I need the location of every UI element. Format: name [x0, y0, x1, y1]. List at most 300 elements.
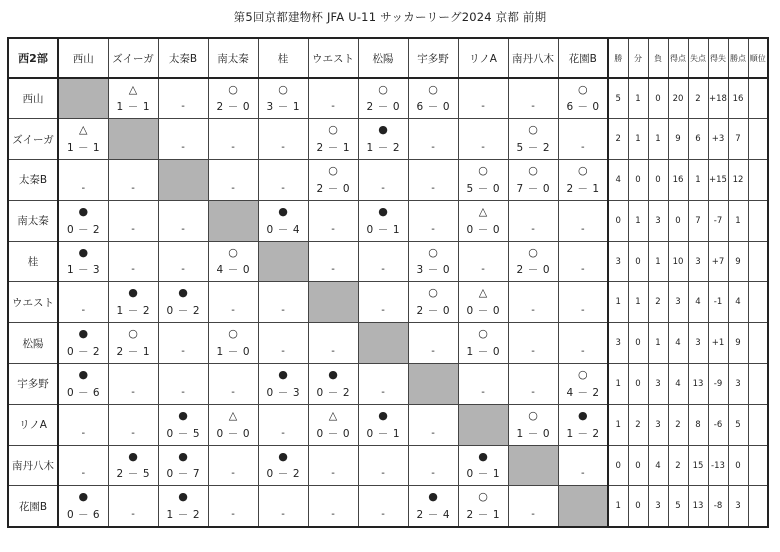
- match-score: [409, 305, 458, 317]
- match-score: [409, 101, 458, 113]
- no-match-dash: -: [181, 386, 185, 398]
- stat-cell: 3: [608, 241, 628, 282]
- stat-cell: -7: [708, 200, 728, 241]
- result-symbol: ○: [328, 164, 338, 178]
- stat-cell: +3: [708, 119, 728, 160]
- score-against: 1: [392, 223, 400, 236]
- match-cell: [158, 78, 208, 119]
- stat-cell: 4: [688, 282, 708, 323]
- team-column-header: 松陽: [358, 38, 408, 78]
- score-against: 1: [142, 101, 150, 114]
- match-score: [359, 101, 408, 113]
- match-cell: [508, 404, 558, 445]
- stat-cell: 4: [728, 282, 748, 323]
- team-column-header: 南太秦: [208, 38, 258, 78]
- no-match-dash: -: [281, 346, 285, 358]
- score-against: 4: [292, 223, 300, 236]
- no-match-dash: -: [81, 427, 86, 439]
- match-cell: [208, 282, 258, 323]
- score-for: 0: [466, 223, 474, 236]
- score-against: 1: [292, 101, 300, 114]
- team-row-header: 西山: [8, 78, 58, 119]
- score-against: 0: [542, 427, 550, 440]
- match-cell: [158, 486, 208, 527]
- match-cell: [58, 160, 108, 201]
- score-separator: －: [477, 305, 489, 318]
- result-symbol: ○: [228, 245, 238, 259]
- stat-cell: +7: [708, 241, 728, 282]
- match-cell: [308, 486, 358, 527]
- stat-cell: 3: [648, 364, 668, 405]
- score-for: 2: [316, 182, 324, 195]
- match-score: [109, 468, 158, 480]
- score-separator: －: [78, 142, 89, 155]
- score-against: 0: [442, 305, 450, 318]
- stat-cell: 2: [628, 404, 648, 445]
- score-against: 1: [492, 468, 500, 481]
- match-cell: [308, 323, 358, 364]
- match-score: [459, 509, 508, 521]
- match-cell: [508, 486, 558, 527]
- match-cell: [558, 78, 608, 119]
- match-cell: [408, 119, 458, 160]
- score-against: 4: [442, 508, 450, 521]
- team-row-header: 桂: [8, 241, 58, 282]
- match-cell: [258, 78, 308, 119]
- score-for: 1: [116, 305, 124, 318]
- stat-cell: -6: [708, 404, 728, 445]
- score-against: 0: [442, 264, 450, 277]
- match-score: [59, 142, 108, 154]
- match-cell: [108, 323, 158, 364]
- team-column-header: ウエスト: [308, 38, 358, 78]
- match-cell: [208, 364, 258, 405]
- team-row: [8, 119, 768, 160]
- team-row: [8, 78, 768, 119]
- match-cell: [458, 364, 508, 405]
- team-row: [8, 486, 768, 527]
- no-match-dash: -: [481, 264, 485, 276]
- match-cell: [208, 78, 258, 119]
- match-score: [259, 101, 308, 113]
- score-for: 2: [316, 142, 324, 155]
- match-score: [509, 183, 558, 195]
- result-symbol: ○: [528, 123, 538, 137]
- no-match-dash: -: [431, 182, 435, 194]
- team-row-header: リノA: [8, 404, 58, 445]
- score-against: 6: [92, 386, 100, 399]
- result-symbol: ●: [178, 449, 188, 463]
- result-symbol: ●: [478, 449, 488, 463]
- match-cell: [558, 200, 608, 241]
- match-cell: [408, 160, 458, 201]
- match-cell: [358, 364, 408, 405]
- match-cell: [108, 241, 158, 282]
- match-score: [459, 468, 508, 480]
- match-cell: [208, 486, 258, 527]
- match-cell: [308, 78, 358, 119]
- result-symbol: ●: [178, 490, 188, 504]
- stat-cell: 1: [608, 282, 628, 323]
- match-cell: [258, 323, 308, 364]
- score-separator: －: [477, 508, 489, 521]
- stat-cell: 3: [648, 200, 668, 241]
- stat-cell: 2: [608, 119, 628, 160]
- match-cell: [258, 119, 308, 160]
- match-cell: [508, 160, 558, 201]
- score-against: 5: [192, 427, 200, 440]
- stat-cell: 3: [728, 486, 748, 527]
- match-cell: [158, 364, 208, 405]
- stat-cell: 1: [628, 78, 648, 119]
- score-against: 6: [92, 508, 100, 521]
- no-match-dash: -: [181, 101, 185, 113]
- score-for: 0: [166, 305, 174, 318]
- stat-cell: 0: [628, 160, 648, 201]
- stat-cell: 1: [608, 404, 628, 445]
- score-for: 2: [116, 346, 124, 359]
- match-cell: [358, 445, 408, 486]
- match-cell: [308, 119, 358, 160]
- match-cell: [408, 486, 458, 527]
- score-against: 1: [592, 182, 599, 195]
- stat-cell: 3: [608, 323, 628, 364]
- stat-cell: 0: [608, 200, 628, 241]
- score-for: 0: [266, 386, 274, 399]
- no-match-dash: -: [481, 386, 485, 398]
- no-match-dash: -: [281, 305, 285, 317]
- match-cell: [158, 323, 208, 364]
- score-against: 2: [92, 223, 100, 236]
- match-cell: [258, 160, 308, 201]
- self-match-cell: [58, 78, 108, 119]
- stat-cell: 1: [608, 364, 628, 405]
- no-match-dash: -: [580, 142, 585, 154]
- stat-cell: 0: [648, 78, 668, 119]
- score-for: 2: [416, 305, 424, 318]
- score-separator: －: [78, 223, 89, 236]
- stat-cell: 0: [628, 445, 648, 486]
- score-for: 2: [566, 182, 574, 195]
- score-separator: －: [427, 264, 439, 277]
- score-for: 2: [366, 101, 374, 114]
- stat-cell: 0: [628, 323, 648, 364]
- match-cell: [258, 282, 308, 323]
- match-cell: [558, 404, 608, 445]
- stat-cell: 4: [668, 323, 688, 364]
- match-cell: [458, 241, 508, 282]
- match-cell: [558, 323, 608, 364]
- score-separator: －: [477, 346, 489, 359]
- no-match-dash: -: [181, 346, 185, 358]
- match-cell: [508, 78, 558, 119]
- score-against: 3: [292, 386, 300, 399]
- stat-cell: 12: [728, 160, 748, 201]
- match-cell: [58, 241, 108, 282]
- score-for: 4: [216, 264, 224, 277]
- no-match-dash: -: [331, 101, 335, 113]
- match-score: [459, 305, 508, 317]
- no-match-dash: -: [131, 386, 135, 398]
- score-for: 4: [566, 386, 574, 399]
- score-separator: －: [78, 346, 89, 359]
- match-cell: [408, 241, 458, 282]
- score-separator: －: [327, 142, 339, 155]
- result-symbol: ●: [78, 245, 89, 259]
- score-against: 1: [142, 346, 150, 359]
- score-for: 0: [366, 427, 374, 440]
- stat-column-header: 順位: [748, 38, 768, 78]
- match-score: [159, 305, 208, 317]
- no-match-dash: -: [531, 223, 535, 235]
- score-for: 1: [466, 346, 474, 359]
- no-match-dash: -: [531, 386, 535, 398]
- stat-column-header: 勝: [608, 38, 628, 78]
- division-label: 西2部: [8, 38, 58, 78]
- team-column-header: 宇多野: [408, 38, 458, 78]
- no-match-dash: -: [381, 182, 385, 194]
- stat-cell: -9: [708, 364, 728, 405]
- team-row: [8, 364, 768, 405]
- stat-cell: 6: [688, 119, 708, 160]
- team-row-header: ウエスト: [8, 282, 58, 323]
- stat-cell: 9: [668, 119, 688, 160]
- stat-cell: 0: [628, 364, 648, 405]
- score-separator: －: [127, 305, 139, 318]
- score-separator: －: [78, 508, 89, 521]
- match-cell: [358, 78, 408, 119]
- score-for: 0: [266, 223, 274, 236]
- match-cell: [258, 364, 308, 405]
- no-match-dash: -: [231, 468, 235, 480]
- no-match-dash: -: [131, 427, 135, 439]
- match-cell: [408, 323, 458, 364]
- score-against: 1: [392, 427, 400, 440]
- result-symbol: △: [478, 286, 488, 300]
- match-cell: [508, 364, 558, 405]
- no-match-dash: -: [131, 182, 135, 194]
- score-for: 1: [366, 142, 374, 155]
- stat-cell: 2: [688, 78, 708, 119]
- match-cell: [558, 282, 608, 323]
- score-for: 1: [67, 264, 74, 277]
- team-row: [8, 282, 768, 323]
- match-cell: [208, 323, 258, 364]
- match-score: [159, 468, 208, 480]
- result-symbol: ●: [577, 408, 588, 422]
- team-column-header: 桂: [258, 38, 308, 78]
- match-score: [59, 387, 108, 399]
- score-for: 0: [166, 468, 174, 481]
- stat-cell: 16: [728, 78, 748, 119]
- score-separator: －: [127, 346, 139, 359]
- match-cell: [158, 445, 208, 486]
- score-for: 0: [67, 386, 74, 399]
- stat-column-header: 得失: [708, 38, 728, 78]
- stat-cell: 3: [688, 241, 708, 282]
- no-match-dash: -: [381, 468, 385, 480]
- no-match-dash: -: [580, 223, 585, 235]
- result-symbol: △: [478, 204, 488, 218]
- match-cell: [508, 241, 558, 282]
- score-separator: －: [78, 386, 89, 399]
- no-match-dash: -: [281, 142, 285, 154]
- match-cell: [458, 323, 508, 364]
- score-separator: －: [277, 223, 289, 236]
- team-row-header: 南太秦: [8, 200, 58, 241]
- score-for: 1: [516, 427, 524, 440]
- result-symbol: ●: [128, 449, 138, 463]
- score-separator: －: [277, 101, 289, 114]
- self-match-cell: [108, 119, 158, 160]
- team-column-header: ズイーガ: [108, 38, 158, 78]
- result-symbol: ●: [278, 449, 288, 463]
- match-cell: [558, 445, 608, 486]
- stat-cell: 2: [668, 445, 688, 486]
- score-for: 0: [67, 223, 74, 236]
- match-cell: [158, 200, 208, 241]
- result-symbol: ○: [478, 164, 488, 178]
- result-symbol: ○: [228, 83, 238, 96]
- match-score: [109, 305, 158, 317]
- score-separator: －: [527, 264, 539, 277]
- score-separator: －: [577, 101, 588, 114]
- stat-cell: [748, 404, 768, 445]
- result-symbol: ○: [478, 327, 488, 341]
- no-match-dash: -: [580, 346, 585, 358]
- match-cell: [108, 200, 158, 241]
- stat-cell: 10: [668, 241, 688, 282]
- score-against: 2: [542, 142, 550, 155]
- result-symbol: △: [328, 408, 338, 422]
- no-match-dash: -: [431, 468, 435, 480]
- match-score: [309, 183, 358, 195]
- score-separator: －: [227, 346, 239, 359]
- score-against: 0: [392, 101, 400, 114]
- match-cell: [108, 445, 158, 486]
- no-match-dash: -: [381, 305, 385, 317]
- score-for: 2: [216, 101, 224, 114]
- stat-cell: 3: [728, 364, 748, 405]
- match-cell: [158, 241, 208, 282]
- score-for: 7: [516, 182, 524, 195]
- score-against: 0: [442, 101, 450, 114]
- no-match-dash: -: [231, 305, 235, 317]
- self-match-cell: [558, 486, 608, 527]
- self-match-cell: [508, 445, 558, 486]
- team-row-header: 宇多野: [8, 364, 58, 405]
- score-separator: －: [327, 386, 339, 399]
- no-match-dash: -: [81, 468, 86, 480]
- score-separator: －: [127, 101, 139, 114]
- match-cell: [508, 200, 558, 241]
- result-symbol: ●: [378, 123, 388, 137]
- match-score: [409, 264, 458, 276]
- match-cell: [358, 404, 408, 445]
- stat-column-header: 勝点: [728, 38, 748, 78]
- score-separator: －: [78, 264, 89, 277]
- match-cell: [458, 78, 508, 119]
- team-row: [8, 160, 768, 201]
- stat-cell: 1: [648, 241, 668, 282]
- score-against: 2: [392, 142, 400, 155]
- no-match-dash: -: [531, 101, 535, 113]
- no-match-dash: -: [531, 508, 535, 520]
- stat-cell: 1: [608, 486, 628, 527]
- match-cell: [108, 404, 158, 445]
- match-score: [259, 387, 308, 399]
- stat-cell: 0: [668, 200, 688, 241]
- match-score: [359, 142, 408, 154]
- match-cell: [508, 323, 558, 364]
- match-score: [509, 264, 558, 276]
- match-cell: [408, 200, 458, 241]
- stat-cell: [748, 364, 768, 405]
- result-symbol: △: [228, 408, 238, 422]
- stat-cell: +18: [708, 78, 728, 119]
- score-against: 2: [192, 508, 200, 521]
- result-symbol: ●: [378, 204, 388, 218]
- stat-cell: 20: [668, 78, 688, 119]
- match-cell: [308, 160, 358, 201]
- score-separator: －: [377, 427, 389, 440]
- no-match-dash: -: [131, 223, 135, 235]
- score-separator: －: [177, 427, 189, 440]
- result-symbol: ○: [428, 245, 438, 259]
- match-cell: [508, 119, 558, 160]
- self-match-cell: [208, 200, 258, 241]
- header-row: [8, 38, 768, 78]
- score-separator: －: [177, 508, 189, 521]
- result-symbol: △: [79, 123, 88, 137]
- score-for: 0: [466, 305, 474, 318]
- match-score: [559, 101, 608, 113]
- no-match-dash: -: [481, 101, 485, 113]
- stat-cell: 3: [648, 404, 668, 445]
- no-match-dash: -: [81, 305, 86, 317]
- no-match-dash: -: [181, 223, 185, 235]
- result-symbol: ●: [128, 286, 138, 300]
- match-cell: [58, 323, 108, 364]
- match-cell: [358, 119, 408, 160]
- score-separator: －: [527, 142, 539, 155]
- stat-cell: [748, 78, 768, 119]
- match-cell: [458, 282, 508, 323]
- result-symbol: ●: [278, 368, 288, 382]
- no-match-dash: -: [381, 264, 385, 276]
- stat-cell: +15: [708, 160, 728, 201]
- stat-cell: 1: [648, 323, 668, 364]
- team-row-header: 太秦B: [8, 160, 58, 201]
- score-against: 0: [242, 427, 250, 440]
- team-row-header: 松陽: [8, 323, 58, 364]
- result-symbol: ○: [528, 245, 538, 259]
- stat-cell: 1: [728, 200, 748, 241]
- match-score: [459, 224, 508, 236]
- result-symbol: ●: [78, 368, 89, 382]
- page-title: 第5回京都建物杯 JFA U-11 サッカーリーグ2024 京都 前期: [233, 10, 547, 24]
- match-score: [509, 428, 558, 440]
- score-separator: －: [427, 508, 439, 521]
- score-separator: －: [477, 223, 489, 236]
- score-against: 0: [492, 346, 500, 359]
- match-cell: [358, 282, 408, 323]
- result-symbol: ○: [428, 83, 438, 96]
- match-score: [559, 387, 608, 399]
- result-symbol: ●: [178, 408, 188, 422]
- team-row-header: 南丹八木: [8, 445, 58, 486]
- team-row: [8, 241, 768, 282]
